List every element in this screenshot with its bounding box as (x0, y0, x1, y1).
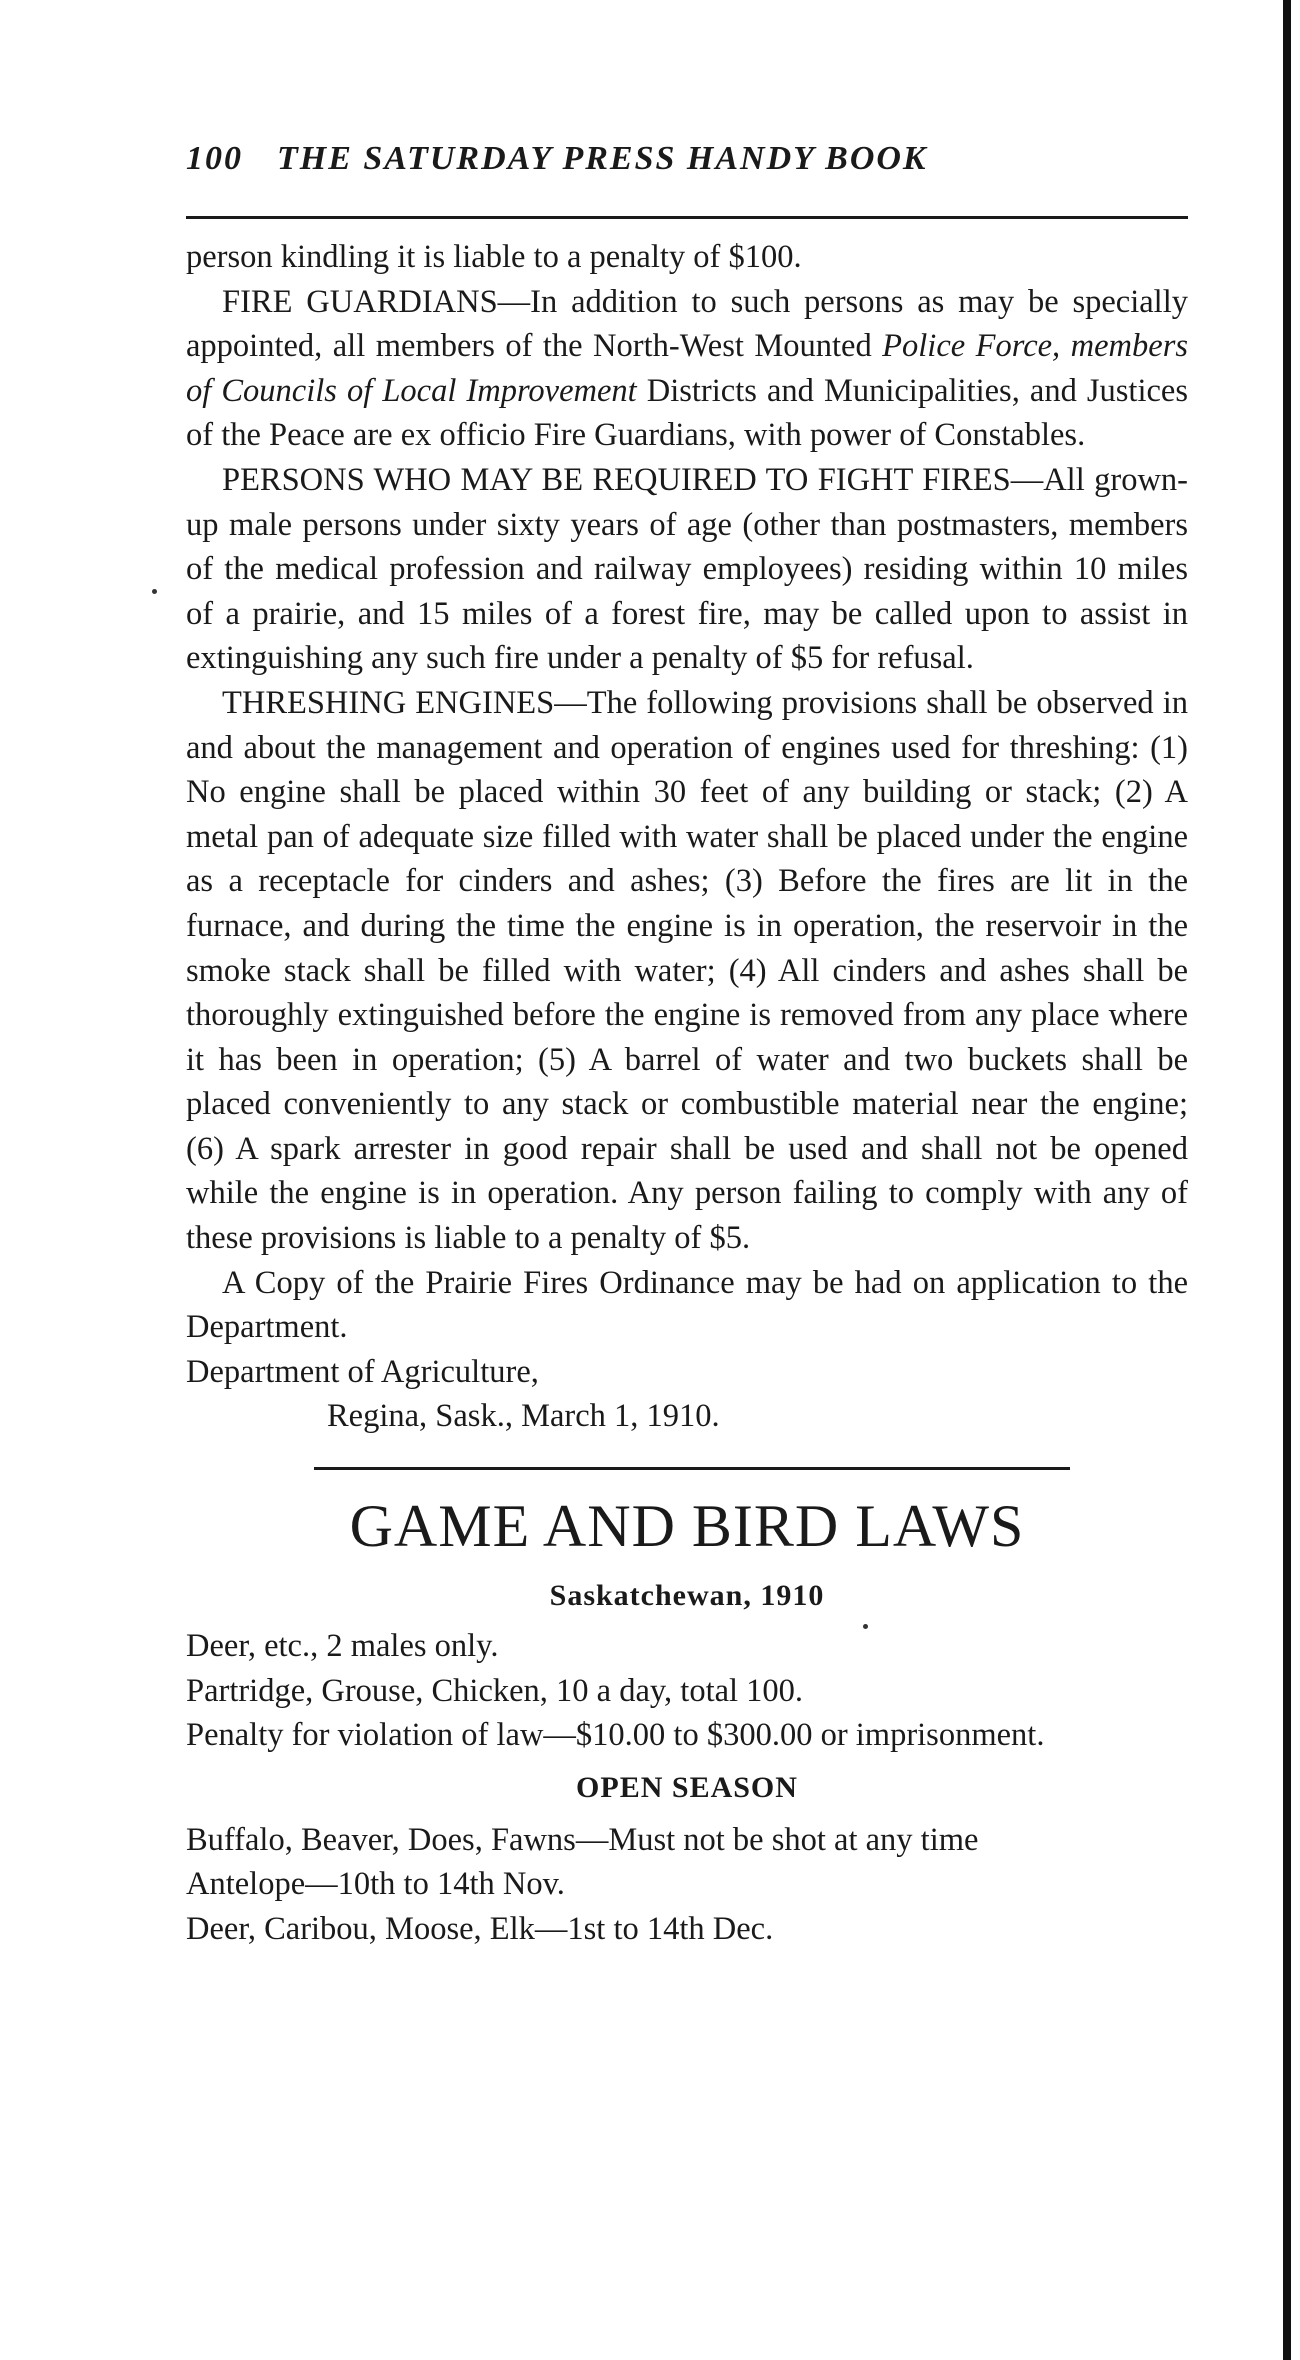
game-law-rules (186, 1624, 1188, 1758)
law-item: Partridge, Grouse, Chicken, 10 a day, total 100. (186, 1672, 804, 1709)
law-item: Deer, etc., 2 males only. (186, 1628, 499, 1665)
paragraph-threshing-engines: THRESHING ENGINES—The following provisions shall be observed in and about the management and operation of engines used for threshing: (1) No engine shall be placed within 30 feet of any building or stack; (2) A metal pan of adequate size filled with water shall be placed under the engine as a receptacle for cinders and ashes; (3) Before the fires are lit in the furnace, and during the time the engine is in operation, the reservoir in the smoke stack shall be filled with water; (4) All cinders and ashes shall be thoroughly extinguished before the engine is removed from any place where it has been in operation; (5) A barrel of water and two buckets shall be placed conveniently to any stack or combustible material near the engine; (6) A spark arrester in good repair shall be used and shall not be opened while the engine is in operation. Any person failing to comply with any of these provisions is liable to a penalty of $5. (186, 684, 1188, 1257)
section-title: GAME AND BIRD LAWS (349, 1493, 1025, 1560)
section-subtitle: Saskatchewan, 1910 (549, 1579, 825, 1613)
fire-guardians-text-c: Districts and Municipalities, and Justices of the Peace are ex officio Fire Guardians, with power of Constables. (186, 372, 1188, 454)
paragraph-copy-of-ordinance: A Copy of the Prairie Fires Ordinance may be had on application to the Department. (186, 1264, 1188, 1346)
signature-place-date: Regina, Sask., March 1, 1910. (327, 1398, 720, 1435)
page-number: 100 (186, 140, 243, 177)
signature-department: Department of Agriculture, (186, 1353, 539, 1390)
book-page (186, 140, 1188, 1952)
paragraph-persons-required: PERSONS WHO MAY BE REQUIRED TO FIGHT FIRES—All grown-up male persons under sixty years of age (other than postmasters, members of the medical profession and railway employees) residing within 10 miles of a prairie, and 15 miles of a forest fire, may be called upon to assist in extinguishing any such fire under a penalty of $5 for refusal. (186, 461, 1188, 677)
fire-guardians-text-italic: Police Force, members of Councils of Local Improvement (186, 328, 1188, 409)
season-item: Deer, Caribou, Moose, Elk—1st to 14th Dec. (186, 1911, 774, 1947)
section-divider (314, 1467, 1070, 1470)
fire-guardians-text-a: FIRE GUARDIANS—In addition to such persons as may be specially appointed, all members of the North-West Mounted (186, 283, 1188, 365)
ordinance-text (186, 235, 1188, 1439)
open-season-heading: OPEN SEASON (576, 1770, 798, 1804)
running-header (186, 140, 1188, 188)
season-item: Antelope—10th to 14th Nov. (186, 1866, 565, 1903)
law-item: Penalty for violation of law—$10.00 to $300.00 or imprisonment. (186, 1717, 1045, 1754)
paragraph-penalty: person kindling it is liable to a penalty of $100. (186, 239, 802, 275)
running-title: THE SATURDAY PRESS HANDY BOOK (277, 140, 928, 177)
open-season-list (186, 1818, 1188, 1952)
page-edge-border (1283, 0, 1291, 2360)
margin-speck (152, 589, 157, 594)
season-item: Buffalo, Beaver, Does, Fawns—Must not be shot at any time (186, 1821, 979, 1858)
paragraph-fire-guardians (186, 280, 1188, 458)
header-rule (186, 216, 1188, 219)
